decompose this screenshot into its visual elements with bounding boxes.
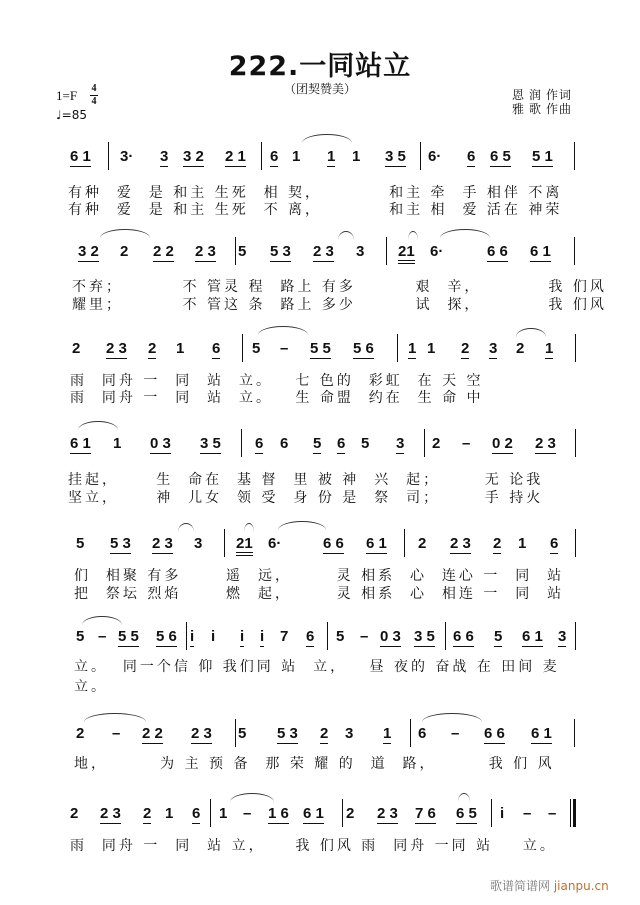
song-title: 222.一同站立	[228, 51, 412, 82]
lyric-verse-1: 雨 同舟 一 同 站 立， 我 们风 雨 同舟 一同 站 立。	[70, 838, 557, 854]
lyric-verse-2: 雨 同舟 一 同 站 立。 生 命盟 约在 生 命 中	[70, 390, 484, 406]
notation-line: 5 – 5 5 5 6 i i i i 7 6 5 – 0 3 3 5 6 6 5 6 1 3	[0, 628, 640, 658]
notation-line: 6 1 3· 3 3 2 2 1 6 1 1 1 3 5 6· 6 6 5 5 1	[0, 148, 640, 178]
lyric-verse-1: 雨 同舟 一 同 站 立。 七 色的 彩虹 在 天 空	[70, 373, 484, 389]
lyricist: 恩 润 作词	[512, 88, 573, 102]
lyric-verse-2: 把 祭坛 烈焰 燃 起， 灵 相系 心 相连 一 同 站	[74, 586, 565, 602]
notation-line: 6 1 1 0 3 3 5 6 6 5 6 5 3 2 – 0 2 2 3	[0, 435, 640, 465]
tempo-marking: ♩=85	[56, 108, 87, 122]
notation-line: 5 5 3 2 3 3 21 6· 6 6 6 1 2 2 3 2 1 6	[0, 535, 640, 565]
notation-line: 3 2 2 2 2 2 3 5 5 3 2 3 3 21 6· 6 6 6 1	[0, 243, 640, 273]
lyric-verse-1: 不弃； 不 管灵 程 路上 有多 艰 辛， 我 们风	[72, 279, 607, 295]
watermark: 歌谱简谱网 jianpu.cn	[490, 879, 609, 893]
lyric-verse-2: 立。	[74, 679, 108, 695]
lyric-verse-2: 坚立， 神 儿女 领 受 身 份 是 祭 司； 手 持火	[68, 490, 544, 506]
time-signature: 4 4	[91, 83, 97, 107]
composer: 雅 歌 作曲	[512, 102, 573, 116]
credits	[512, 88, 572, 116]
song-subtitle: （团契赞美）	[283, 82, 356, 96]
lyric-verse-1: 立。 同一个信 仰 我们同 站 立， 昼 夜的 奋战 在 田间 麦	[74, 659, 560, 675]
lyric-verse-1: 挂起， 生 命在 基 督 里 被 神 兴 起； 无 论我	[68, 472, 544, 488]
notation-line: 2 2 3 2 1 6 1 – 1 6 6 1 2 2 3 7 6 6 5 i – –	[0, 805, 640, 835]
notation-line: 2 – 2 2 2 3 5 5 3 2 3 1 6 – 6 6 6 1	[0, 725, 640, 755]
notation-line: 2 2 3 2 1 6 5 – 5 5 5 6 1 1 2 3 2 1	[0, 340, 640, 370]
key-signature: 1=F	[56, 88, 78, 103]
lyric-verse-2: 有种 爱 是 和主 生死 不 离， 和主 相 爱 活在 神荣	[68, 202, 563, 218]
lyric-verse-2: 耀里； 不 管这 条 路上 多少 试 探， 我 们风	[72, 297, 607, 313]
lyric-verse-1: 地， 为 主 预 备 那 荣 耀 的 道 路， 我 们 风	[74, 756, 555, 772]
lyric-verse-1: 们 相聚 有多 遥 远， 灵 相系 心 连心 一 同 站	[74, 568, 565, 584]
lyric-verse-1: 有种 爱 是 和主 生死 相 契， 和主 牵 手 相伴 不离	[68, 185, 563, 201]
